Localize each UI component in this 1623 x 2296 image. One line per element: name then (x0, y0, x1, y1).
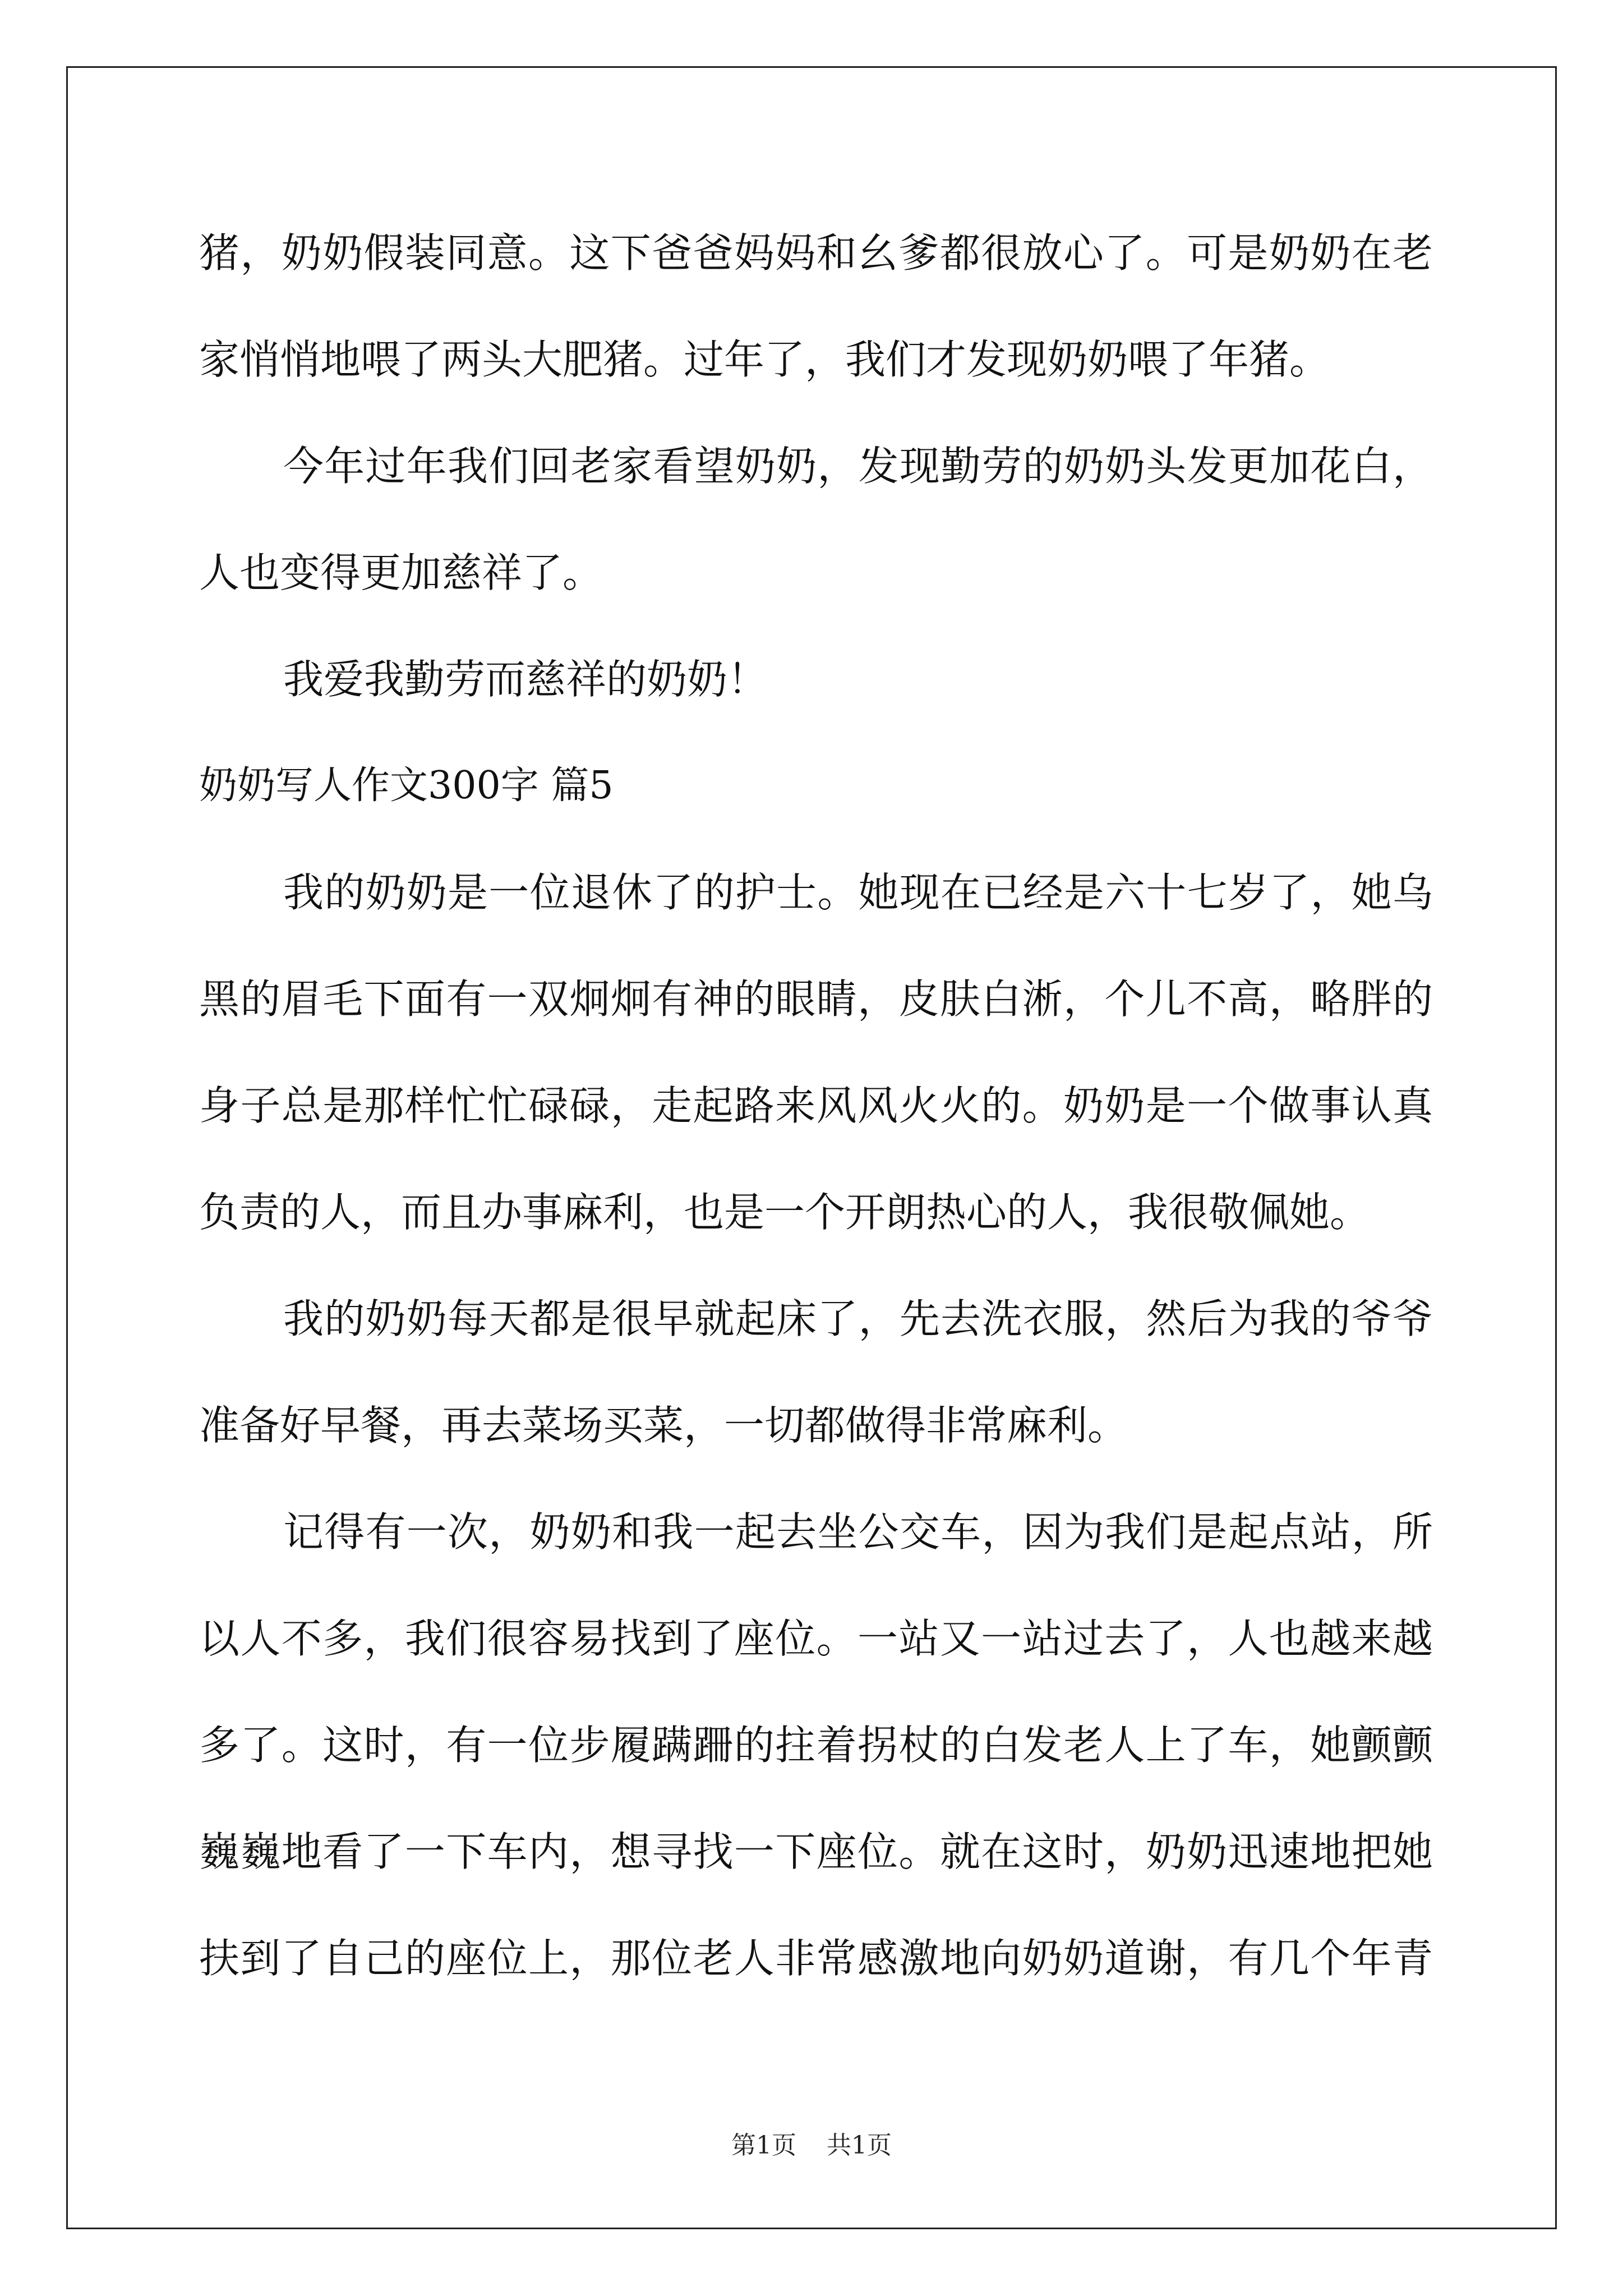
text-line: 以人不多，我们很容易找到了座位。一站又一站过去了，人也越来越 (199, 1615, 1433, 1662)
text-line: 巍巍地看了一下车内，想寻找一下座位。就在这时，奶奶迅速地把她 (199, 1828, 1433, 1875)
text-line: 准备好早餐，再去菜场买菜，一切都做得非常麻利。 (199, 1402, 1128, 1449)
text-line: 身子总是那样忙忙碌碌，走起路来风风火火的。奶奶是一个做事认真 (199, 1082, 1433, 1129)
text-line: 猪，奶奶假装同意。这下爸爸妈妈和幺爹都很放心了。可是奶奶在老 (199, 229, 1433, 277)
text-line: 多了。这时，有一位步履蹒跚的拄着拐杖的白发老人上了车，她颤颤 (199, 1722, 1433, 1769)
text-line: 家悄悄地喂了两头大肥猪。过年了，我们才发现奶奶喂了年猪。 (199, 336, 1330, 383)
text-line: 黑的眉毛下面有一双炯炯有神的眼睛，皮肤白淅，个儿不高，略胖的 (199, 976, 1433, 1023)
text-line: 我的奶奶是一位退休了的护士。她现在已经是六十七岁了，她乌 (283, 869, 1433, 916)
text-line: 我爱我勤劳而慈祥的奶奶！ (283, 656, 768, 703)
page-number: 第1页 (731, 2131, 796, 2160)
text-line: 我的奶奶每天都是很早就起床了，先去洗衣服，然后为我的爷爷 (283, 1295, 1433, 1342)
text-line: 记得有一次，奶奶和我一起去坐公交车，因为我们是起点站，所 (283, 1508, 1433, 1556)
document-body (199, 200, 1433, 2012)
text-line: 今年过年我们回老家看望奶奶，发现勤劳的奶奶头发更加花白， (283, 443, 1433, 490)
text-line: 扶到了自己的座位上，那位老人非常感激地向奶奶道谢，有几个年青 (199, 1935, 1433, 1982)
text-line: 负责的人，而且办事麻利，也是一个开朗热心的人，我很敬佩她。 (199, 1189, 1371, 1236)
section-heading: 奶奶写人作文300字 篇5 (199, 763, 614, 808)
text-line: 人也变得更加慈祥了。 (199, 549, 603, 596)
page-total: 共1页 (827, 2131, 892, 2160)
page-footer (0, 2129, 1623, 2162)
